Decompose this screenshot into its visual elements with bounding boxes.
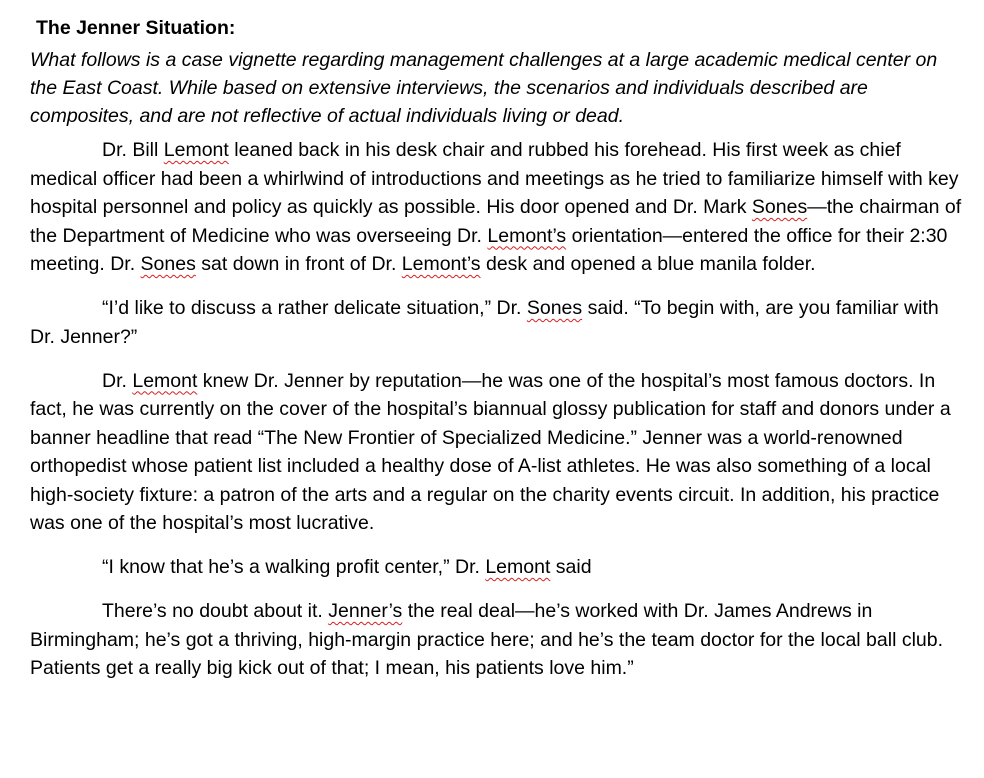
text-segment: orientation—entered the office for their 2:30 meeting. Dr. (30, 224, 948, 275)
text-segment: “I’d like to discuss a rather delicate situation,” Dr. (102, 297, 527, 319)
text-segment: Dr. (102, 369, 133, 392)
spellcheck-word[interactable]: Lemont (485, 556, 551, 578)
spellcheck-word[interactable]: Lemont’s (401, 253, 481, 275)
spellcheck-word[interactable]: Sones (140, 253, 196, 275)
text-segment: said. “To begin with, are you familiar with Dr. Jenner?” (30, 297, 939, 348)
text-segment: —the chairman of the Department of Medicine who was overseeing Dr. (30, 196, 962, 247)
paragraph-lemont-intro (30, 136, 966, 279)
spellcheck-word[interactable]: Sones (526, 297, 583, 319)
spellcheck-word[interactable]: Sones (751, 196, 808, 218)
text-segment: There’s no doubt about it. (102, 600, 329, 622)
text-segment: said (550, 556, 592, 578)
intro-paragraph: What follows is a case vignette regarding management challenges at a large academic medical center on the East Coast. While based on extensive interviews, the scenarios and individuals described are composites, and are not reflective of actual individuals living or dead. (30, 49, 938, 127)
spellcheck-word[interactable]: Jenner’s (328, 600, 403, 622)
paragraph-sones-question (30, 294, 966, 351)
document-title: The Jenner Situation: (36, 17, 236, 39)
text-segment: the real deal—he’s worked with Dr. James Andrews in Birmingham; he’s got a thriving, high-margin practice here; and he’s the team doctor for the local ball club. Patients get a really big kick out of that; I mean, his patients love him.” (30, 600, 944, 679)
spellcheck-word[interactable]: Lemont (163, 139, 229, 161)
paragraph-profit-center (30, 553, 966, 582)
text-segment: knew Dr. Jenner by reputation—he was one of the hospital’s most famous doctors. In fact, he was currently on the cover of the hospital’s biannual glossy publication for staff and donors under a banner headline that read “The New Frontier of Specialized Medicine.” Jenner was a world-renowned orthopedist whose patient list included a healthy dose of A-list athletes. He was also something of a local high-society fixture: a patron of the arts and a regular on the charity events circuit. In addition, his practice was one of the hospital’s most lucrative. (30, 369, 951, 534)
spellcheck-word[interactable]: Lemont (132, 369, 198, 392)
text-segment: sat down in front of Dr. (195, 253, 402, 275)
spellcheck-word[interactable]: Lemont’s (487, 224, 567, 247)
text-segment: “I know that he’s a walking profit center,” Dr. (102, 556, 486, 578)
paragraph-no-doubt (30, 597, 966, 683)
text-segment: leaned back in his desk chair and rubbed his forehead. His first week as chief medical officer had been a whirlwind of introductions and meetings as he tried to familiarize himself with key hospital personnel and policy as quickly as possible. His door opened and Dr. Mark (30, 139, 959, 218)
document-page (30, 14, 966, 698)
paragraph-jenner-reputation (30, 367, 966, 538)
text-segment: Dr. Bill (102, 139, 164, 161)
text-segment: desk and opened a blue manila folder. (480, 253, 816, 275)
